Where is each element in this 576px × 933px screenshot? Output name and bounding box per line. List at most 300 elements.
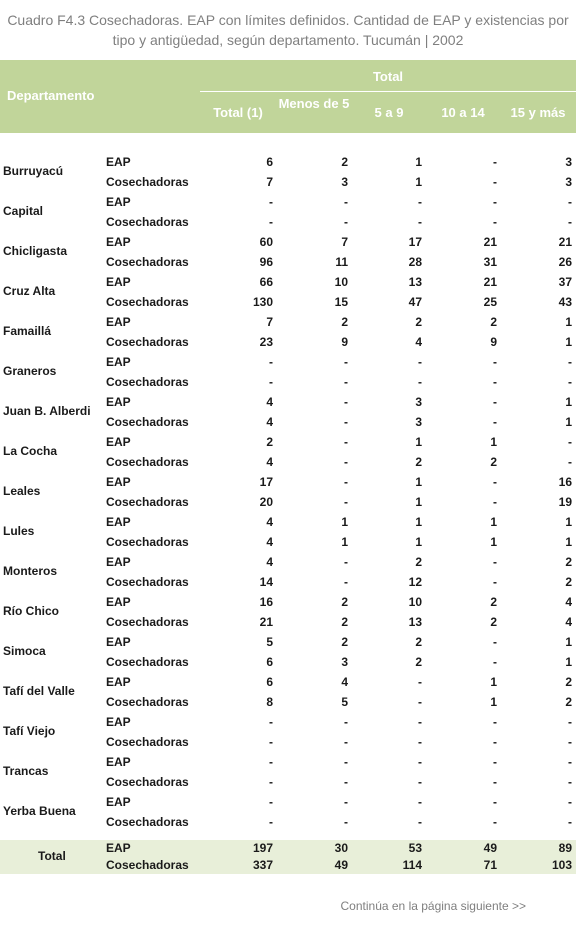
cell-5-a-9: 1 (415, 175, 422, 189)
cell-total: 20 (259, 495, 273, 509)
cell-10-a-14: - (493, 575, 497, 589)
header-col-menos-de-5: Menos de 5 (278, 96, 350, 111)
row-type: EAP (106, 675, 131, 689)
department-group (0, 672, 576, 712)
cell-menos-de-5: - (344, 735, 348, 749)
table-row-cosechadoras (0, 492, 576, 512)
cell-total: 4 (266, 415, 273, 429)
cell-total: - (269, 755, 273, 769)
cell-15-y-mas: 3 (565, 175, 572, 189)
department-group (0, 712, 576, 752)
cell-5-a-9: 2 (415, 315, 422, 329)
cell-menos-de-5: - (344, 495, 348, 509)
table-title: Cuadro F4.3 Cosechadoras. EAP con límites definidos. Cantidad de EAP y existencias por tipo y antigüedad, según departamento. Tucumán | 2002 (7, 12, 569, 48)
row-type: Cosechadoras (106, 375, 189, 389)
cell-menos-de-5: - (344, 455, 348, 469)
department-name: Famaillá (3, 324, 52, 338)
table-row-cosechadoras (0, 212, 576, 232)
department-name: Graneros (3, 364, 57, 378)
cell-5-a-9: 1 (415, 155, 422, 169)
cell-15-y-mas: 19 (558, 495, 572, 509)
cell-15-y-mas: - (568, 735, 572, 749)
department-group (0, 352, 576, 392)
row-type: Cosechadoras (106, 335, 189, 349)
table-row-eap (0, 352, 576, 372)
row-type: Cosechadoras (106, 295, 189, 309)
cell-15-y-mas: - (568, 375, 572, 389)
cell-10-a-14: 2 (490, 595, 497, 609)
cell-5-a-9: - (418, 815, 422, 829)
cell-menos-de-5: - (344, 755, 348, 769)
cell-15-y-mas: - (568, 195, 572, 209)
cell-10-a-14: - (493, 415, 497, 429)
cell-15-y-mas: 1 (565, 515, 572, 529)
cell-15-y-mas: 26 (558, 255, 572, 269)
cell-10-a-14: - (493, 715, 497, 729)
cell-menos-de-5: 1 (341, 535, 348, 549)
row-type: Cosechadoras (106, 858, 189, 872)
cell-5-a-9: - (418, 755, 422, 769)
cell-15-y-mas: 37 (558, 275, 572, 289)
cell-15-y-mas: - (568, 215, 572, 229)
cell-10-a-14: - (493, 775, 497, 789)
cell-10-a-14: 49 (483, 841, 497, 855)
cell-5-a-9: - (418, 735, 422, 749)
cell-menos-de-5: - (344, 575, 348, 589)
cell-menos-de-5: 2 (341, 155, 348, 169)
cell-5-a-9: 1 (415, 495, 422, 509)
cell-5-a-9: 1 (415, 515, 422, 529)
department-name: Leales (3, 484, 41, 498)
cell-menos-de-5: 10 (334, 275, 348, 289)
cell-10-a-14: - (493, 815, 497, 829)
row-type: Cosechadoras (106, 815, 189, 829)
cell-5-a-9: 12 (408, 575, 422, 589)
cell-10-a-14: 1 (490, 535, 497, 549)
cell-15-y-mas: 2 (565, 575, 572, 589)
department-group (0, 392, 576, 432)
cell-menos-de-5: - (344, 715, 348, 729)
table-row-cosechadoras (0, 172, 576, 192)
cell-10-a-14: - (493, 215, 497, 229)
cell-10-a-14: - (493, 355, 497, 369)
row-type: EAP (106, 275, 131, 289)
cell-total: 96 (259, 255, 273, 269)
cell-menos-de-5: 9 (341, 335, 348, 349)
department-name: Monteros (3, 564, 57, 578)
cell-total: 6 (266, 655, 273, 669)
cell-menos-de-5: 15 (334, 295, 348, 309)
table-row-eap (0, 792, 576, 812)
cell-menos-de-5: 2 (341, 595, 348, 609)
cell-5-a-9: - (418, 355, 422, 369)
table-header (0, 60, 576, 133)
cell-total: 17 (259, 475, 273, 489)
cell-10-a-14: 2 (490, 455, 497, 469)
cell-10-a-14: 31 (483, 255, 497, 269)
cell-5-a-9: 10 (408, 595, 422, 609)
header-col-15-y-mas: 15 y más (510, 105, 566, 120)
cell-10-a-14: 9 (490, 335, 497, 349)
department-group (0, 312, 576, 352)
table-row-eap (0, 552, 576, 572)
header-col-10-a-14: 10 a 14 (441, 105, 485, 120)
table-row-eap (0, 392, 576, 412)
cell-5-a-9: 13 (408, 615, 422, 629)
table-row-eap (0, 432, 576, 452)
cell-10-a-14: 1 (490, 675, 497, 689)
cell-10-a-14: - (493, 795, 497, 809)
cell-total: - (269, 195, 273, 209)
cell-5-a-9: 114 (402, 858, 422, 872)
department-name: Trancas (3, 764, 49, 778)
cell-10-a-14: - (493, 495, 497, 509)
cell-15-y-mas: - (568, 715, 572, 729)
table-row-cosechadoras (0, 452, 576, 472)
cell-10-a-14: 25 (483, 295, 497, 309)
table-row-cosechadoras (0, 372, 576, 392)
cell-menos-de-5: 49 (334, 858, 348, 872)
cell-total: 197 (252, 841, 273, 855)
cell-5-a-9: 4 (415, 335, 422, 349)
row-type: EAP (106, 755, 131, 769)
cell-15-y-mas: 1 (565, 635, 572, 649)
total-label: Total (38, 849, 66, 863)
row-type: Cosechadoras (106, 735, 189, 749)
department-group (0, 272, 576, 312)
cell-total: 2 (266, 435, 273, 449)
cell-total: 60 (259, 235, 273, 249)
cell-menos-de-5: - (344, 555, 348, 569)
cell-15-y-mas: 1 (565, 535, 572, 549)
row-type: EAP (106, 555, 131, 569)
cell-5-a-9: 17 (408, 235, 422, 249)
row-type: Cosechadoras (106, 575, 189, 589)
row-type: Cosechadoras (106, 215, 189, 229)
cell-10-a-14: 2 (490, 615, 497, 629)
cell-total: 4 (266, 395, 273, 409)
cell-5-a-9: - (418, 695, 422, 709)
cell-menos-de-5: 2 (341, 615, 348, 629)
department-group (0, 792, 576, 832)
table-row-cosechadoras (0, 252, 576, 272)
table-row-cosechadoras (0, 812, 576, 832)
cell-10-a-14: - (493, 475, 497, 489)
cell-menos-de-5: 2 (341, 315, 348, 329)
cell-menos-de-5: 1 (341, 515, 348, 529)
cell-10-a-14: - (493, 635, 497, 649)
row-type: Cosechadoras (106, 775, 189, 789)
cell-total: 21 (259, 615, 273, 629)
cell-5-a-9: 1 (415, 435, 422, 449)
cell-total: 7 (266, 315, 273, 329)
cell-total: 23 (259, 335, 273, 349)
cell-total: - (269, 355, 273, 369)
cell-15-y-mas: 1 (565, 415, 572, 429)
table-row-eap (0, 192, 576, 212)
cell-total: 4 (266, 535, 273, 549)
department-name: Juan B. Alberdi (3, 404, 91, 418)
department-name: Río Chico (3, 604, 59, 618)
cell-menos-de-5: 11 (335, 255, 348, 269)
department-name: Tafí Viejo (3, 724, 56, 738)
cell-total: 66 (259, 275, 273, 289)
row-type: Cosechadoras (106, 655, 189, 669)
department-group (0, 592, 576, 632)
cell-10-a-14: 21 (483, 275, 497, 289)
cell-15-y-mas: - (568, 435, 572, 449)
cell-total: - (269, 775, 273, 789)
cell-menos-de-5: 5 (341, 695, 348, 709)
cell-5-a-9: - (418, 375, 422, 389)
cell-10-a-14: - (493, 735, 497, 749)
cell-5-a-9: 3 (415, 415, 422, 429)
cell-15-y-mas: - (568, 815, 572, 829)
cell-15-y-mas: 2 (565, 555, 572, 569)
cell-5-a-9: 2 (415, 555, 422, 569)
cell-menos-de-5: - (344, 815, 348, 829)
row-type: EAP (106, 841, 131, 855)
cell-total: - (269, 735, 273, 749)
cell-total: 14 (259, 575, 273, 589)
department-name: Burruyacú (3, 164, 64, 178)
row-type: Cosechadoras (106, 615, 189, 629)
table-row-cosechadoras (0, 532, 576, 552)
cell-10-a-14: - (493, 375, 497, 389)
cell-5-a-9: 2 (415, 455, 422, 469)
cell-15-y-mas: - (568, 355, 572, 369)
cell-10-a-14: 71 (483, 858, 497, 872)
cell-total: - (269, 375, 273, 389)
cell-total: 8 (266, 695, 273, 709)
cell-15-y-mas: 21 (558, 235, 572, 249)
table-row-eap (0, 712, 576, 732)
cell-15-y-mas: 2 (565, 675, 572, 689)
row-type: EAP (106, 715, 131, 729)
cell-5-a-9: 53 (408, 841, 422, 855)
cell-15-y-mas: 89 (558, 841, 572, 855)
cell-total: 130 (252, 295, 273, 309)
cell-total: 16 (259, 595, 273, 609)
row-type: Cosechadoras (106, 255, 189, 269)
cell-5-a-9: 47 (408, 295, 422, 309)
cell-15-y-mas: 1 (565, 655, 572, 669)
row-type: Cosechadoras (106, 175, 189, 189)
row-type: EAP (106, 795, 131, 809)
cell-5-a-9: 1 (415, 535, 422, 549)
cell-total: - (269, 215, 273, 229)
cell-menos-de-5: 3 (341, 655, 348, 669)
row-type: Cosechadoras (106, 695, 189, 709)
table-row-cosechadoras (0, 292, 576, 312)
row-type: Cosechadoras (106, 535, 189, 549)
department-group (0, 232, 576, 272)
cell-10-a-14: 1 (490, 695, 497, 709)
cell-5-a-9: - (418, 715, 422, 729)
row-type: Cosechadoras (106, 495, 189, 509)
cell-15-y-mas: - (568, 455, 572, 469)
row-type: EAP (106, 315, 131, 329)
cell-15-y-mas: 43 (558, 295, 572, 309)
cell-10-a-14: - (493, 555, 497, 569)
table-row-eap (0, 512, 576, 532)
cell-menos-de-5: - (344, 215, 348, 229)
table-row-eap (0, 232, 576, 252)
cell-5-a-9: - (418, 795, 422, 809)
cell-menos-de-5: - (344, 795, 348, 809)
cell-menos-de-5: 3 (341, 175, 348, 189)
department-group (0, 512, 576, 552)
row-type: Cosechadoras (106, 455, 189, 469)
cell-15-y-mas: 4 (565, 615, 572, 629)
cell-menos-de-5: 7 (341, 235, 348, 249)
cell-15-y-mas: - (568, 775, 572, 789)
total-row (0, 840, 576, 874)
cell-15-y-mas: 1 (565, 335, 572, 349)
cell-5-a-9: 28 (408, 255, 422, 269)
department-name: Lules (3, 524, 35, 538)
cell-5-a-9: - (418, 675, 422, 689)
cell-10-a-14: - (493, 655, 497, 669)
row-type: EAP (106, 475, 131, 489)
cell-5-a-9: - (418, 775, 422, 789)
header-col-total: Total (1) (213, 105, 263, 120)
row-type: EAP (106, 435, 131, 449)
cell-menos-de-5: - (344, 415, 348, 429)
header-departamento: Departamento (7, 88, 95, 103)
cell-total: 5 (266, 635, 273, 649)
cell-5-a-9: 2 (415, 635, 422, 649)
table-row-cosechadoras (0, 692, 576, 712)
department-name: Chicligasta (3, 244, 68, 258)
cell-10-a-14: 1 (490, 515, 497, 529)
row-type: EAP (106, 515, 131, 529)
table-row-cosechadoras (0, 332, 576, 352)
cell-total: - (269, 795, 273, 809)
table-row-cosechadoras (0, 772, 576, 792)
cell-10-a-14: 21 (483, 235, 497, 249)
cell-total: 6 (266, 675, 273, 689)
cell-menos-de-5: - (344, 375, 348, 389)
department-group (0, 472, 576, 512)
total-row-eap (0, 840, 576, 857)
cell-10-a-14: - (493, 395, 497, 409)
cell-menos-de-5: 30 (334, 841, 348, 855)
cell-total: - (269, 815, 273, 829)
cell-total: 7 (266, 175, 273, 189)
cell-15-y-mas: 103 (551, 858, 572, 872)
cell-menos-de-5: - (344, 355, 348, 369)
row-type: EAP (106, 595, 131, 609)
department-name: La Cocha (3, 444, 58, 458)
table-row-cosechadoras (0, 412, 576, 432)
cell-15-y-mas: 1 (565, 395, 572, 409)
row-type: EAP (106, 355, 131, 369)
department-group (0, 152, 576, 192)
table-row-eap (0, 152, 576, 172)
row-type: EAP (106, 395, 131, 409)
department-name: Capital (3, 204, 44, 218)
row-type: EAP (106, 635, 131, 649)
department-group (0, 752, 576, 792)
cell-5-a-9: 3 (415, 395, 422, 409)
cell-15-y-mas: 2 (565, 695, 572, 709)
total-row-cosechadoras (0, 857, 576, 874)
header-total: Total (372, 69, 404, 84)
cell-15-y-mas: 16 (558, 475, 572, 489)
continue-next-page-link[interactable]: Continúa en la página siguiente >> (340, 899, 526, 913)
table-row-eap (0, 752, 576, 772)
cell-menos-de-5: - (344, 395, 348, 409)
cell-5-a-9: 2 (415, 655, 422, 669)
row-type: EAP (106, 155, 131, 169)
cell-menos-de-5: - (344, 435, 348, 449)
header-col-5-a-9: 5 a 9 (374, 105, 404, 120)
cell-10-a-14: - (493, 755, 497, 769)
cell-15-y-mas: 3 (565, 155, 572, 169)
department-name: Tafí del Valle (3, 684, 75, 698)
table-row-cosechadoras (0, 652, 576, 672)
cell-menos-de-5: - (344, 475, 348, 489)
cell-5-a-9: - (418, 195, 422, 209)
cell-menos-de-5: 4 (341, 675, 348, 689)
table-row-cosechadoras (0, 732, 576, 752)
table-row-cosechadoras (0, 612, 576, 632)
cell-15-y-mas: 4 (565, 595, 572, 609)
cell-5-a-9: 1 (415, 475, 422, 489)
cell-10-a-14: - (493, 195, 497, 209)
cell-15-y-mas: - (568, 755, 572, 769)
row-type: EAP (106, 235, 131, 249)
table-row-eap (0, 672, 576, 692)
cell-5-a-9: 13 (408, 275, 422, 289)
department-group (0, 192, 576, 232)
department-name: Yerba Buena (3, 804, 76, 818)
department-group (0, 432, 576, 472)
table-row-cosechadoras (0, 572, 576, 592)
cell-total: 4 (266, 515, 273, 529)
cell-total: - (269, 715, 273, 729)
cell-total: 4 (266, 455, 273, 469)
cell-total: 6 (266, 155, 273, 169)
cell-total: 4 (266, 555, 273, 569)
department-group (0, 632, 576, 672)
cell-10-a-14: 1 (490, 435, 497, 449)
table-row-eap (0, 592, 576, 612)
cell-10-a-14: 2 (490, 315, 497, 329)
department-name: Simoca (3, 644, 46, 658)
header-divider (200, 91, 576, 92)
table-row-eap (0, 312, 576, 332)
cell-5-a-9: - (418, 215, 422, 229)
table-row-eap (0, 272, 576, 292)
cell-15-y-mas: - (568, 795, 572, 809)
department-name: Cruz Alta (3, 284, 56, 298)
cell-10-a-14: - (493, 175, 497, 189)
cell-menos-de-5: 2 (341, 635, 348, 649)
department-group (0, 552, 576, 592)
row-type: Cosechadoras (106, 415, 189, 429)
row-type: EAP (106, 195, 131, 209)
cell-menos-de-5: - (344, 775, 348, 789)
cell-15-y-mas: 1 (565, 315, 572, 329)
table-body (0, 133, 576, 832)
cell-total: 337 (252, 858, 273, 872)
cell-10-a-14: - (493, 155, 497, 169)
table-row-eap (0, 632, 576, 652)
table-row-eap (0, 472, 576, 492)
cell-menos-de-5: - (344, 195, 348, 209)
